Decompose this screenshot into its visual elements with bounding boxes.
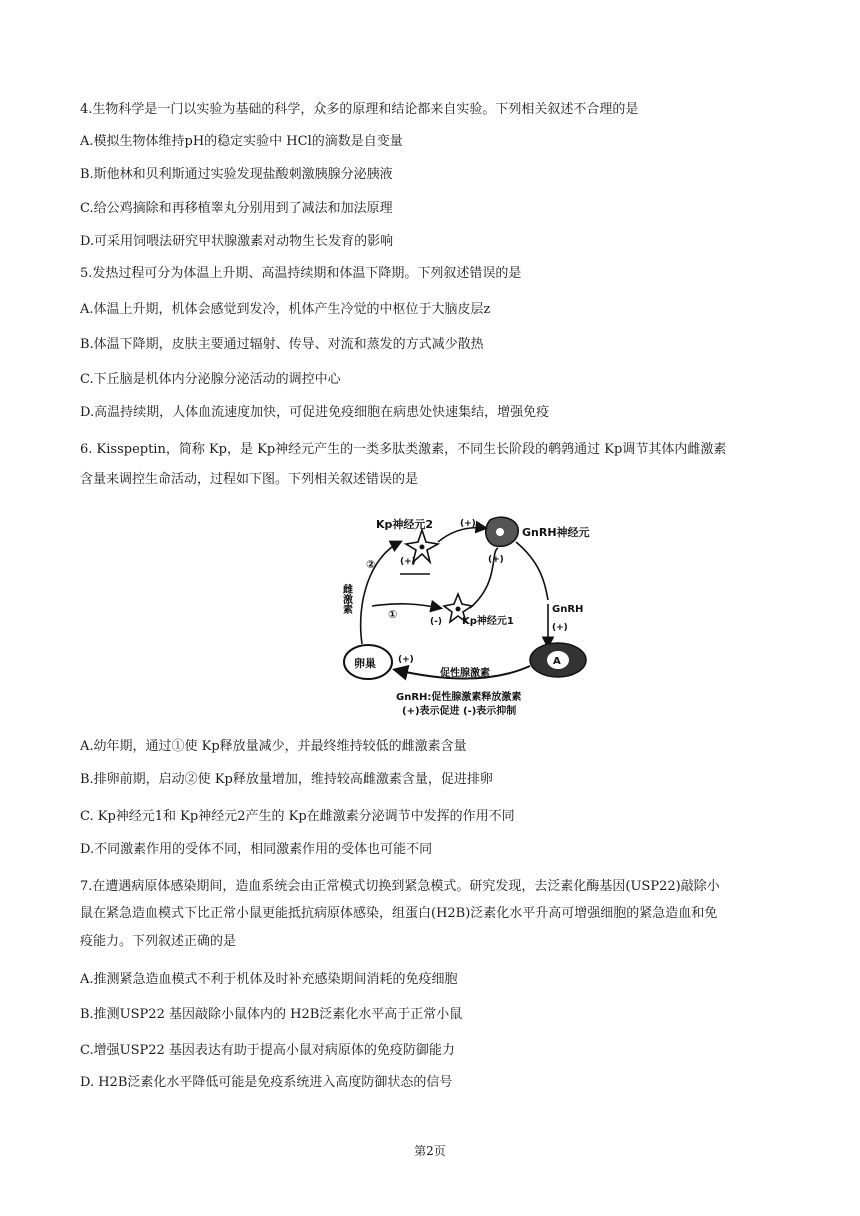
q6-option-c: C. Kp神经元1和 Kp神经元2产生的 Kp在雌激素分泌调节中发挥的作用不同 xyxy=(80,809,515,824)
minus-sign-kp1: (-) xyxy=(430,617,442,627)
q6-stem-line2: 含量来调控生命活动，过程如下图。下列相关叙述错误的是 xyxy=(80,472,419,487)
plus-sign-kp2: (+) xyxy=(400,557,416,567)
legend-line-2: (+)表示促进 (-)表示抑制 xyxy=(402,706,517,717)
path-1-label: ① xyxy=(388,608,398,621)
gonadotropin-label: 促性腺激素 xyxy=(440,668,490,679)
q7-option-c: C.增强USP22 基因表达有助于提高小鼠对病原体的免疫防御能力 xyxy=(80,1043,455,1058)
estrogen-label xyxy=(341,583,354,615)
plus-sign-gnrh-a: (+) xyxy=(552,623,568,633)
path-2-label: ② xyxy=(366,558,376,571)
q6-stem-line1: 6. Kisspeptin，简称 Kp，是 Kp神经元产生的一类多肽类激素，不同生长阶段的鹌鹑通过 Kp调节其体内雌激素 xyxy=(80,442,727,457)
q7-option-d: D. H2B泛素化水平降低可能是免疫系统进入高度防御状态的信号 xyxy=(80,1075,453,1090)
arrow-kp2-to-gnrh xyxy=(438,528,485,542)
legend-line-1: GnRH:促性腺激素释放激素 xyxy=(396,692,522,703)
plus-sign-gnrh: (+) xyxy=(488,555,504,565)
q6-option-d: D.不同激素作用的受体不同，相同激素作用的受体也可能不同 xyxy=(80,842,433,857)
kp-neuron-1-label: Kp神经元1 xyxy=(462,616,514,627)
q6-option-a: A.幼年期，通过①使 Kp释放量减少，并最终维持较低的雌激素含量 xyxy=(80,739,467,754)
q7-option-a: A.推测紧急造血模式不利于机体及时补充感染期间消耗的免疫细胞 xyxy=(80,972,458,987)
q5-option-c: C.下丘脑是机体内分泌腺分泌活动的调控中心 xyxy=(80,372,341,387)
gnrh-axon xyxy=(516,542,548,600)
q5-stem: 5.发热过程可分为体温上升期、高温持续期和体温下降期。下列叙述错误的是 xyxy=(80,266,522,281)
gnrh-neuron-label: GnRH神经元 xyxy=(522,526,590,539)
line-kp1-to-gnrh xyxy=(470,548,498,608)
q4-stem: 4.生物科学是一门以实验为基础的科学，众多的原理和结论都来自实验。下列相关叙述不合理的是 xyxy=(80,102,639,117)
q7-stem-line2: 鼠在紧急造血模式下比正常小鼠更能抵抗病原体感染，组蛋白(H2B)泛素化水平升高可增强细胞的紧急造血和免 xyxy=(80,906,718,921)
q4-option-a: A.模拟生物体维持pH的稳定实验中 HCl的滴数是自变量 xyxy=(80,134,403,149)
plus-sign-ovary: (+) xyxy=(398,655,414,665)
q5-option-d: D.高温持续期，人体血流速度加快，可促进免疫细胞在病患处快速集结，增强免疫 xyxy=(80,405,550,420)
q5-option-a: A.体温上升期，机体会感觉到发冷，机体产生冷觉的中枢位于大脑皮层z xyxy=(80,302,491,317)
q5-option-b: B.体温下降期，皮肤主要通过辐射、传导、对流和蒸发的方式减少散热 xyxy=(80,337,484,352)
ovary-label: 卵巢 xyxy=(354,657,376,670)
q7-option-b: B.推测USP22 基因敲除小鼠体内的 H2B泛素化水平高于正常小鼠 xyxy=(80,1007,463,1022)
q4-option-d: D.可采用饲喂法研究甲状腺激素对动物生长发育的影响 xyxy=(80,234,394,249)
plus-sign-top: (+) xyxy=(460,519,476,529)
svg-text:雌激素: 雌激素 xyxy=(340,584,352,614)
q7-stem-line3: 疫能力。下列叙述正确的是 xyxy=(80,934,237,949)
kp-neuron-2-label: Kp神经元2 xyxy=(376,518,434,531)
q7-stem-line1: 7.在遭遇病原体感染期间，造血系统会由正常模式切换到紧急模式。研究发现，去泛素化酶基因(USP22)敲除小 xyxy=(80,879,720,894)
kp-regulation-diagram xyxy=(340,512,610,722)
pituitary-a-label: A xyxy=(553,656,561,667)
q6-option-b: B.排卵前期，启动②使 Kp释放量增加，维持较高雌激素含量，促进排卵 xyxy=(80,772,493,787)
arrow-ovary-to-kp1 xyxy=(372,604,440,608)
page-number: 第2页 xyxy=(414,1144,446,1158)
q4-option-b: B.斯他林和贝利斯通过实验发现盐酸刺激胰腺分泌胰液 xyxy=(80,167,393,182)
gnrh-label: GnRH xyxy=(552,604,584,615)
q4-option-c: C.给公鸡摘除和再移植睾丸分别用到了减法和加法原理 xyxy=(80,201,393,216)
gnrh-neuron-icon xyxy=(486,517,518,546)
